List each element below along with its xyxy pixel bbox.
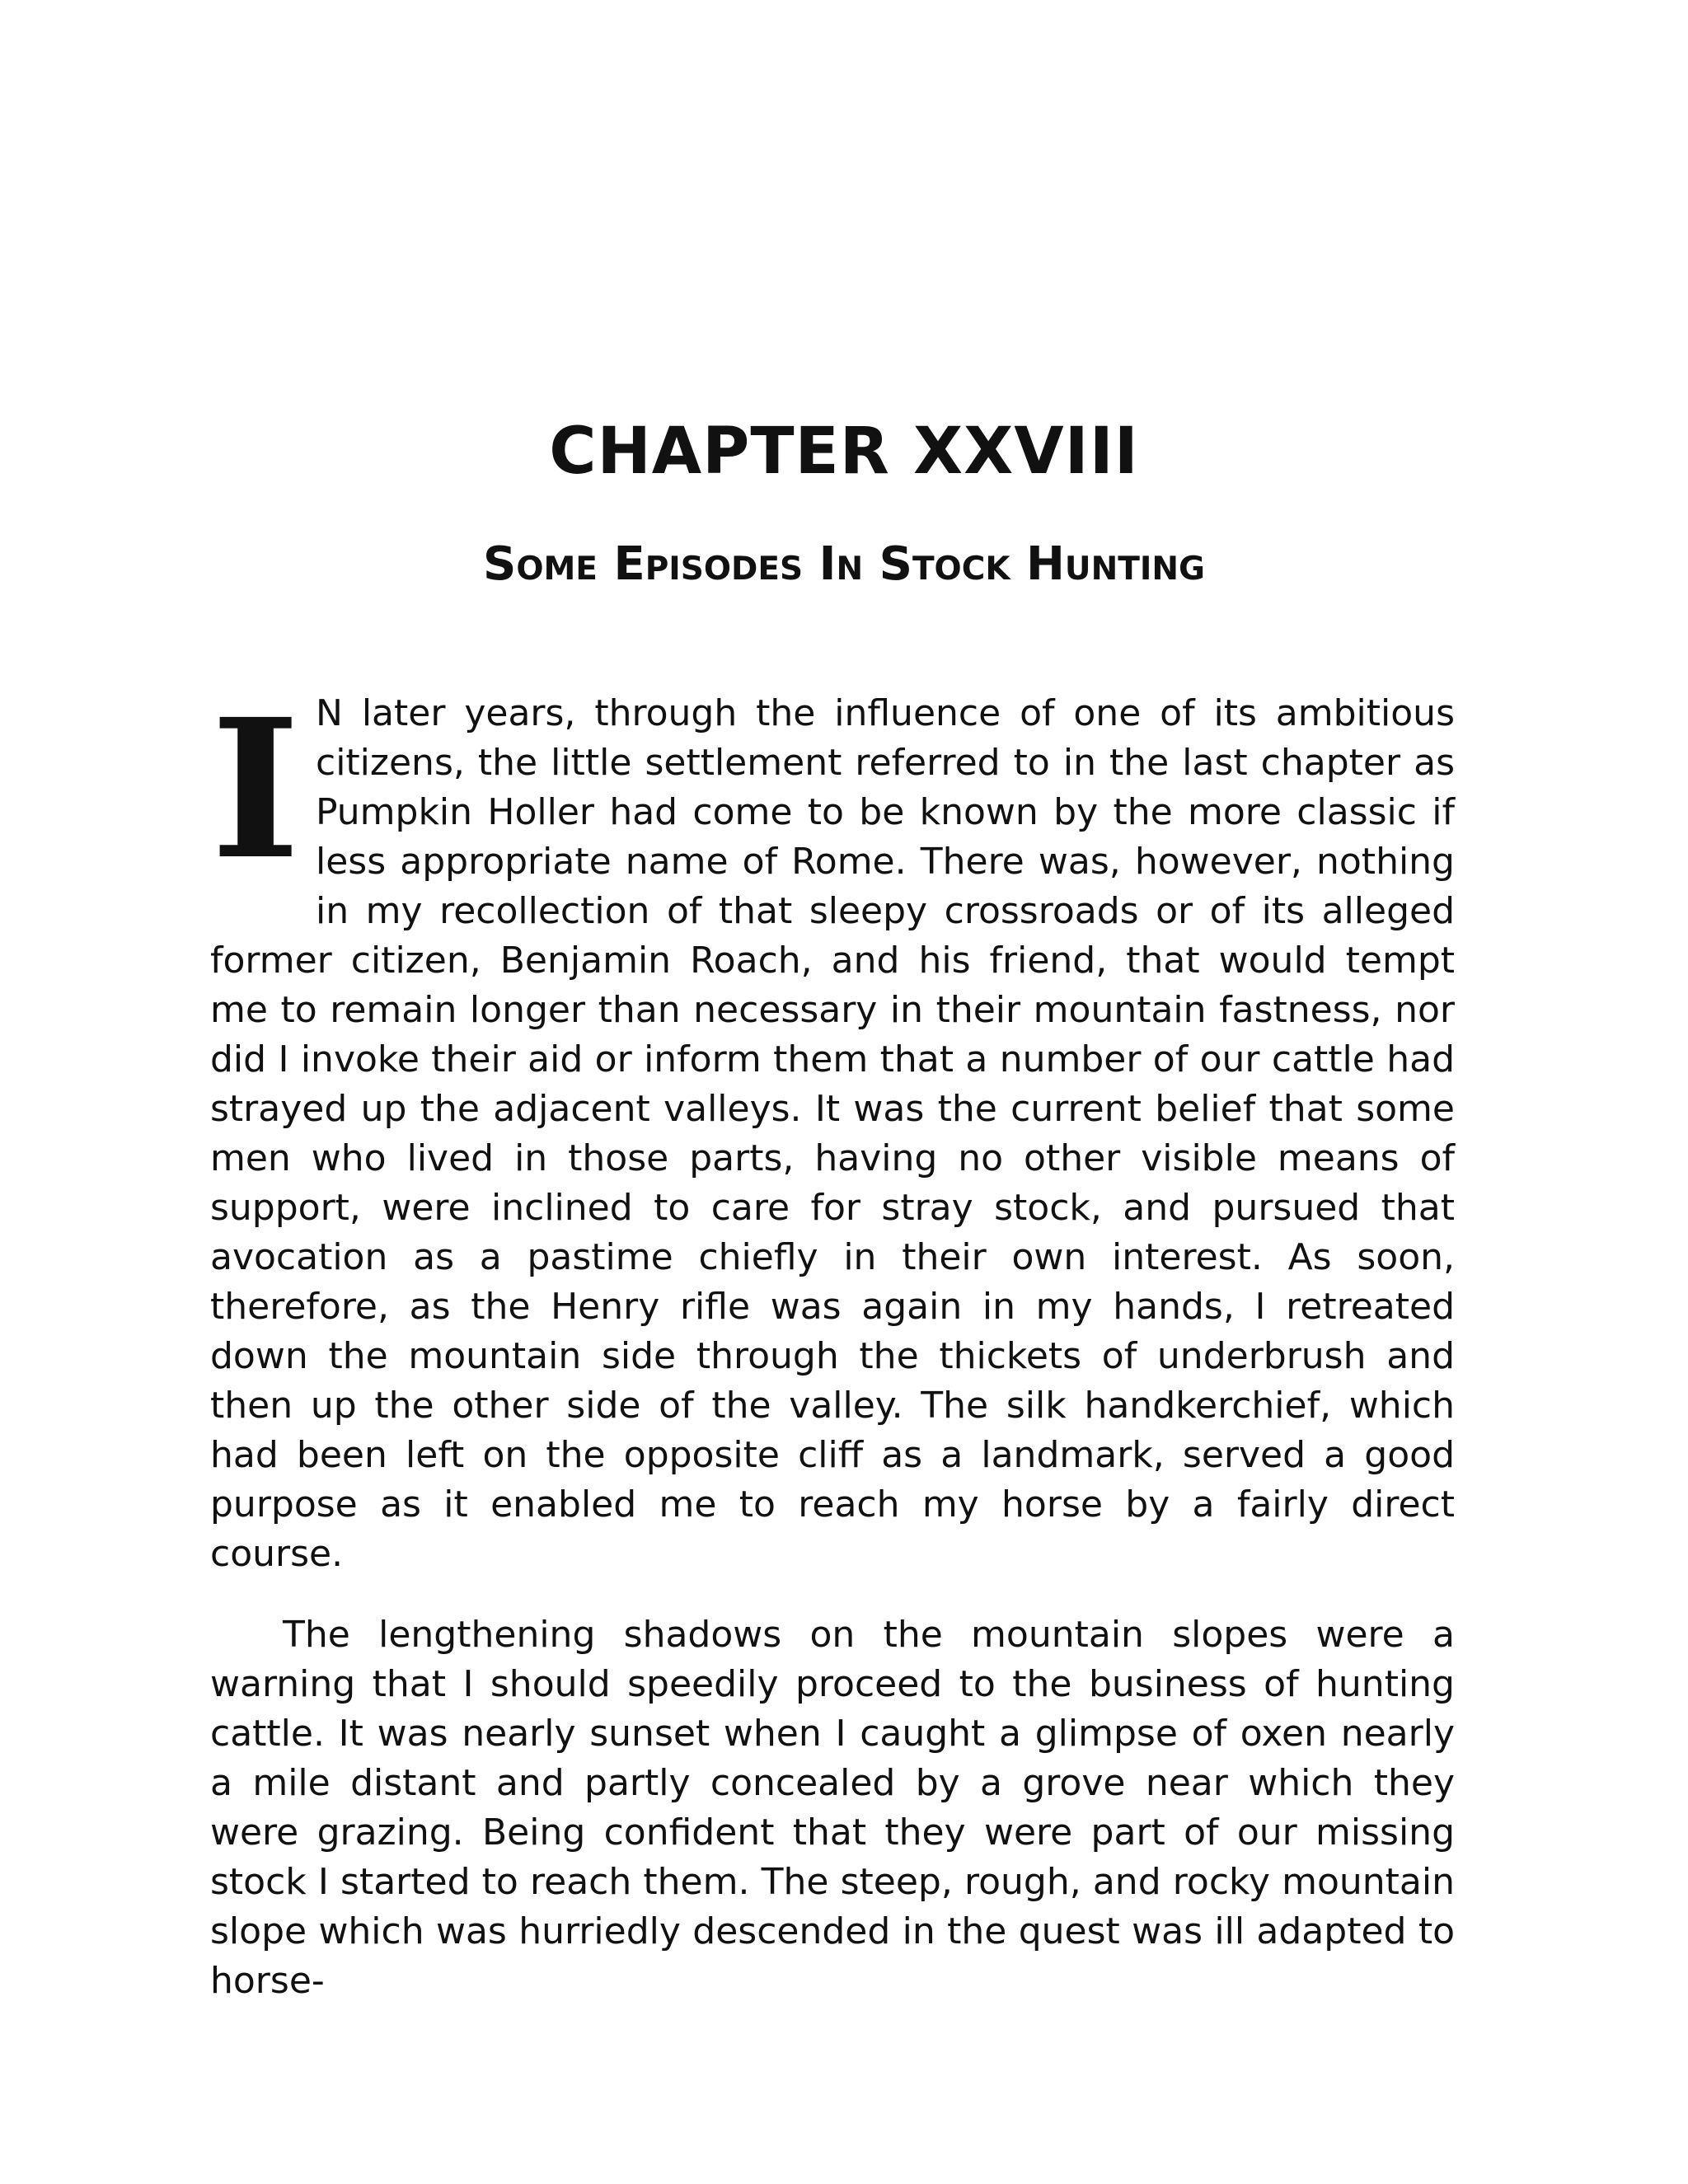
paragraph-2: The lengthening shadows on the mountain slopes were a warning that I should speedily proceed to the business of hunting cattle. It was nearly sunset when I caught a glimpse of oxen nearly a mile distant and partly concealed by a grove near which they were grazing. Being confident that they were part of our missing stock I started to reach them. The steep, rough, and rocky mountain slope which was hurriedly descended in the quest was ill adapted to horse- [210,1614,1455,2002]
paragraph-1 [210,677,1455,1579]
chapter-title: CHAPTER XXVIII [549,415,1139,489]
chapter-subtitle: Some Episodes In Stock Hunting [483,537,1205,591]
paragraph-1-text: N later years, through the influence of one of its ambitious citizens, the little settlement referred to in the last chapter as Pumpkin Holler had come to be known by the more classic if less appropriate name of Rome. There was, however, nothing in my recollection of that sleepy crossroads or of its alleged former citizen, Benjamin Roach, and his friend, that would tempt me to remain longer than necessary in their mountain fastness, nor did I invoke their aid or inform them that a number of our cattle had strayed up the adjacent valleys. It was the current belief that some men who lived in those parts, having no other visible means of support, were inclined to care for stray stock, and pursued that avocation as a pastime chiefly in their own interest. As soon, therefore, as the Henry rifle was again in my hands, I retreated down the mountain side through the thickets of underbrush and then up the other side of the valley. The silk handkerchief, which had been left on the opposite cliff as a landmark, served a good purpose as it enabled me to reach my horse by a fairly direct course. [210,692,1455,1575]
drop-cap-letter: I [210,677,301,902]
